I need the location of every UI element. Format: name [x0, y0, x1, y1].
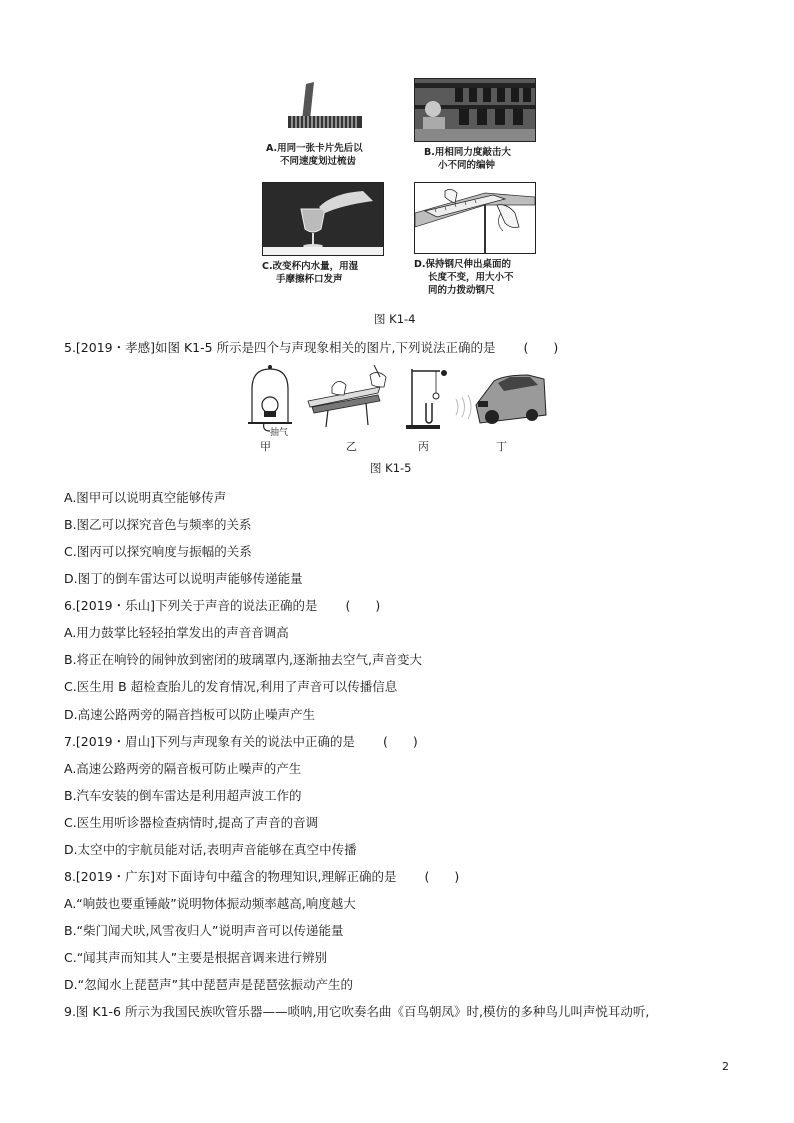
sound-experiments-drawing — [248, 365, 548, 437]
steel-ruler-image — [414, 182, 536, 254]
panel-d-caption-3: 同的力拨动钢尺 — [428, 285, 495, 296]
figure-k1-5 — [248, 365, 548, 453]
q8-option-d: D.“忽闻水上琵琶声”其中琵琶声是琵琶弦振动产生的 — [64, 977, 354, 992]
q7-option-b: B.汽车安装的倒车雷达是利用超声波工作的 — [64, 788, 302, 803]
q8-option-c: C.“闻其声而知其人”主要是根据音调来进行辨别 — [64, 950, 328, 965]
question-5-stem: 5.[2019・孝感]如图 K1-5 所示是四个与声现象相关的图片,下列说法正确的是 ( ) — [64, 340, 559, 355]
answer-blank: ( ) — [523, 340, 559, 355]
comb-card-image — [280, 78, 370, 138]
q6-option-a: A.用力鼓掌比轻轻拍掌发出的声音音调高 — [64, 625, 289, 640]
q7-option-d: D.太空中的宇航员能对话,表明声音能够在真空中传播 — [64, 842, 357, 857]
panel-c-caption-1: C.改变杯内水量，用湿 — [262, 261, 359, 272]
panel-d-caption-1: D.保持钢尺伸出桌面的 — [414, 259, 511, 270]
q5-option-a: A.图甲可以说明真空能够传声 — [64, 490, 227, 505]
panel-a-caption-1: A.用同一张卡片先后以 — [266, 143, 363, 154]
panel-c-caption-2: 手摩擦杯口发声 — [276, 274, 343, 285]
question-6-stem: 6.[2019・乐山]下列关于声音的说法正确的是 ( ) — [64, 598, 381, 613]
figure-k1-4-caption: 图 K1-4 — [374, 312, 416, 326]
wine-glass-photo — [262, 182, 384, 256]
q8-option-a: A.“响鼓也要重锤敲”说明物体振动频率越高,响度越大 — [64, 896, 356, 911]
panel-a — [266, 78, 410, 168]
question-7-stem: 7.[2019・眉山]下列与声现象有关的说法中正确的是 ( ) — [64, 734, 418, 749]
q5-option-d: D.图丁的倒车雷达可以说明声能够传递能量 — [64, 571, 303, 586]
panel-b — [414, 78, 544, 172]
question-9-stem: 9.图 K1-6 所示为我国民族吹管乐器——唢呐,用它吹奏名曲《百鸟朝凤》时,模仿的多种鸟儿叫声悦耳动听, — [64, 1004, 650, 1019]
question-8-stem: 8.[2019・广东]对下面诗句中蕴含的物理知识,理解正确的是 ( ) — [64, 869, 460, 884]
chime-bells-photo — [414, 78, 536, 142]
panel-d-caption-2: 长度不变，用大小不 — [428, 272, 514, 283]
panel-b-caption-2: 小不同的编钟 — [438, 160, 496, 171]
q5-option-c: C.图丙可以探究响度与振幅的关系 — [64, 544, 252, 559]
page-number: 2 — [722, 1060, 729, 1073]
q7-option-c: C.医生用听诊器检查病情时,提高了声音的音调 — [64, 815, 319, 830]
q7-option-a: A.高速公路两旁的隔音板可防止噪声的产生 — [64, 761, 302, 776]
figure-k1-5-caption: 图 K1-5 — [370, 461, 412, 475]
q8-option-b: B.“柴门闻犬吠,风雪夜归人”说明声音可以传递能量 — [64, 923, 344, 938]
panel-d — [414, 182, 544, 297]
q6-option-d: D.高速公路两旁的隔音挡板可以防止噪声产生 — [64, 707, 316, 722]
q6-option-c: C.医生用 B 超检查胎儿的发育情况,利用了声音可以传播信息 — [64, 679, 398, 694]
label-jia: 甲 — [260, 440, 271, 453]
panel-a-caption-2: 不同速度划过梳齿 — [280, 156, 357, 167]
panel-b-caption-1: B.用相同力度敲击大 — [424, 147, 511, 158]
label-ding: 丁 — [496, 440, 507, 453]
answer-blank: ( ) — [345, 598, 381, 613]
answer-blank: ( ) — [424, 869, 460, 884]
q6-option-b: B.将正在响铃的闹钟放到密闭的玻璃罩内,逐渐抽去空气,声音变大 — [64, 652, 422, 667]
answer-blank: ( ) — [383, 734, 418, 749]
q5-option-b: B.图乙可以探究音色与频率的关系 — [64, 517, 252, 532]
panel-c — [262, 182, 392, 286]
pump-label: 抽气 — [270, 428, 289, 438]
label-yi: 乙 — [346, 440, 357, 453]
label-bing: 丙 — [418, 440, 429, 453]
